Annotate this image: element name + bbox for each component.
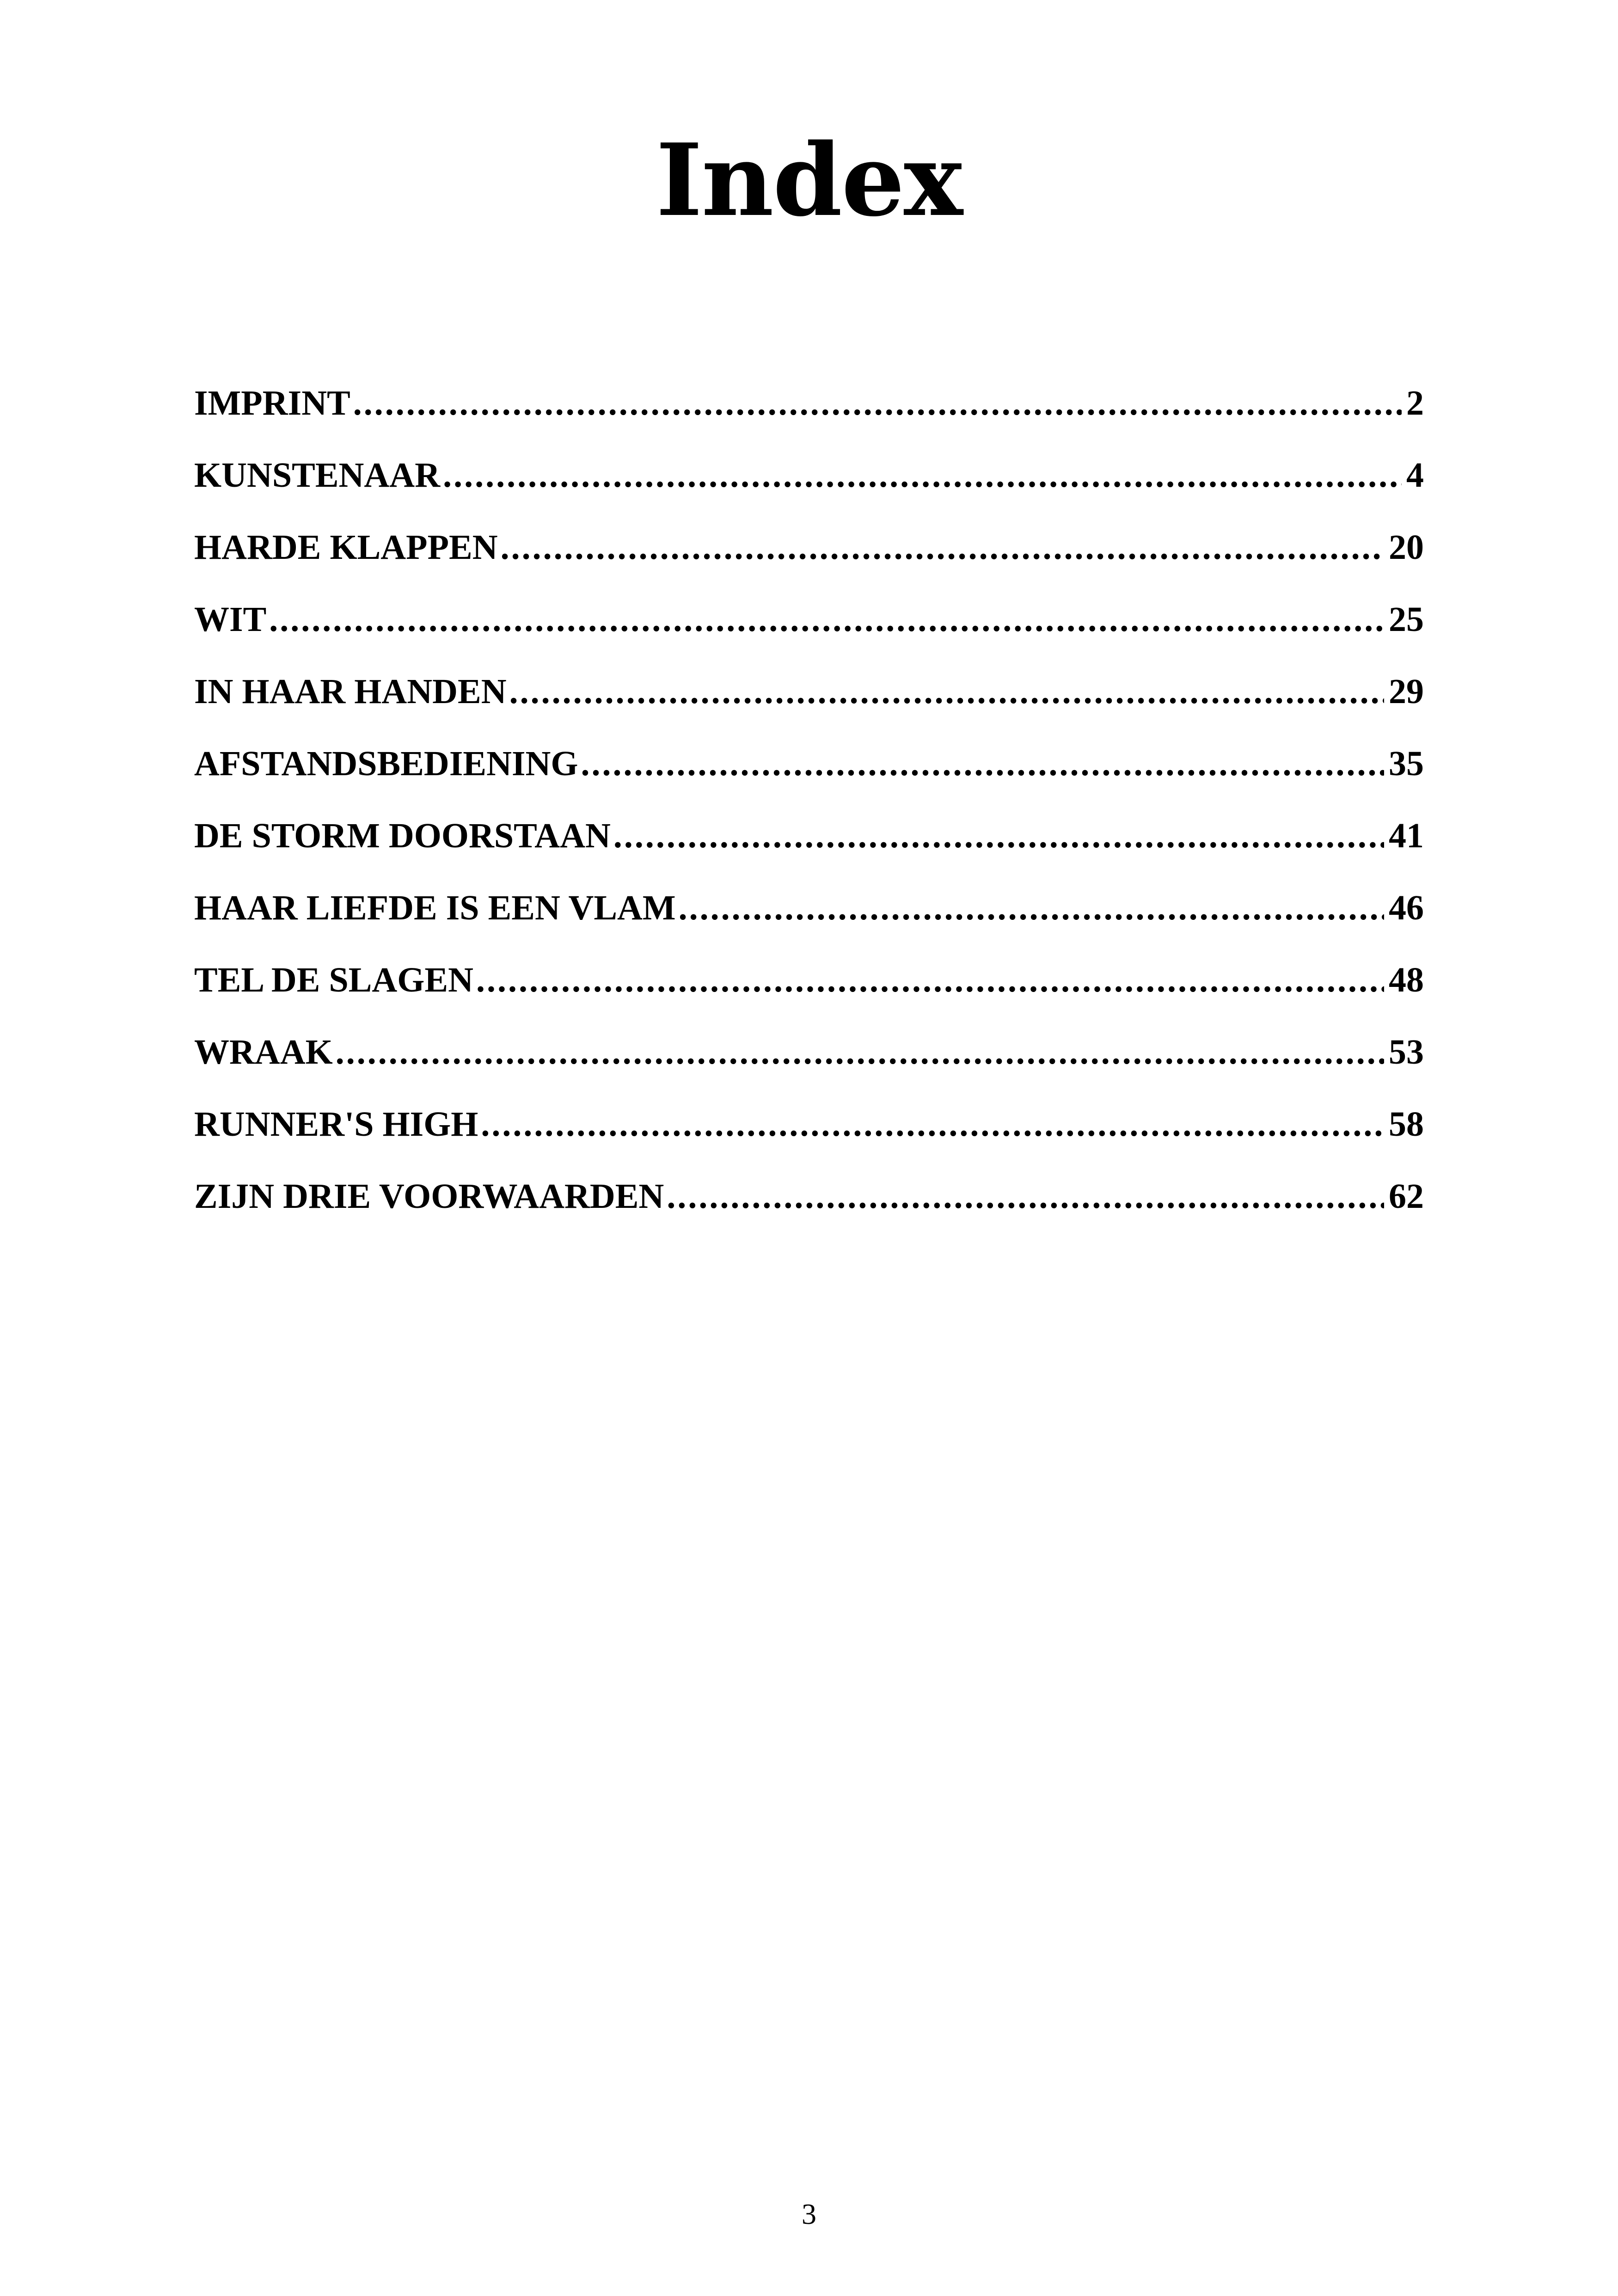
- toc-entry-page: 25: [1389, 600, 1424, 639]
- dot-leader: [269, 592, 1384, 647]
- toc-entry[interactable]: [194, 1024, 1424, 1096]
- toc-entry-page: 46: [1389, 888, 1424, 927]
- toc-entry-page: 58: [1389, 1105, 1424, 1144]
- toc-entry-title: RUNNER'S HIGH: [194, 1105, 478, 1144]
- dot-leader: [476, 952, 1384, 1008]
- dot-leader: [581, 736, 1384, 791]
- toc-entry-page: 62: [1389, 1177, 1424, 1216]
- toc-entry[interactable]: [194, 736, 1424, 808]
- dot-leader: [336, 1024, 1384, 1080]
- toc-entry[interactable]: [194, 1169, 1424, 1241]
- toc-entry[interactable]: [194, 664, 1424, 736]
- dot-leader: [501, 520, 1384, 575]
- toc-entry[interactable]: [194, 808, 1424, 880]
- toc-entry[interactable]: [194, 447, 1424, 520]
- page-title: Index: [656, 122, 962, 239]
- toc-entry[interactable]: [194, 1096, 1424, 1169]
- dot-leader: [443, 447, 1402, 503]
- toc-entry[interactable]: [194, 520, 1424, 592]
- toc-entry-page: 2: [1406, 384, 1424, 422]
- dot-leader: [679, 880, 1384, 936]
- toc-entry[interactable]: [194, 592, 1424, 664]
- toc-entry-title: DE STORM DOORSTAAN: [194, 816, 611, 855]
- table-of-contents: [194, 375, 1424, 1241]
- dot-leader: [509, 664, 1384, 719]
- toc-entry-page: 35: [1389, 744, 1424, 783]
- toc-entry[interactable]: [194, 375, 1424, 447]
- toc-entry-page: 20: [1389, 528, 1424, 567]
- toc-entry-title: KUNSTENAAR: [194, 456, 441, 495]
- toc-entry-title: WIT: [194, 600, 267, 639]
- toc-entry-title: HAAR LIEFDE IS EEN VLAM: [194, 888, 676, 927]
- toc-entry-title: WRAAK: [194, 1033, 333, 1071]
- toc-entry-page: 41: [1389, 816, 1424, 855]
- dot-leader: [481, 1096, 1384, 1152]
- dot-leader: [353, 375, 1402, 431]
- toc-entry-title: IN HAAR HANDEN: [194, 672, 507, 711]
- toc-entry-title: AFSTANDSBEDIENING: [194, 744, 578, 783]
- toc-entry-page: 53: [1389, 1033, 1424, 1071]
- toc-entry-title: ZIJN DRIE VOORWAARDEN: [194, 1177, 664, 1216]
- toc-entry-title: IMPRINT: [194, 384, 350, 422]
- dot-leader: [613, 808, 1384, 863]
- toc-entry-title: HARDE KLAPPEN: [194, 528, 498, 567]
- toc-entry-page: 29: [1389, 672, 1424, 711]
- dot-leader: [667, 1169, 1384, 1224]
- toc-entry-title: TEL DE SLAGEN: [194, 961, 473, 999]
- toc-entry-page: 48: [1389, 961, 1424, 999]
- toc-entry[interactable]: [194, 880, 1424, 952]
- toc-entry[interactable]: [194, 952, 1424, 1024]
- page-number: 3: [802, 2198, 816, 2230]
- toc-entry-page: 4: [1406, 456, 1424, 495]
